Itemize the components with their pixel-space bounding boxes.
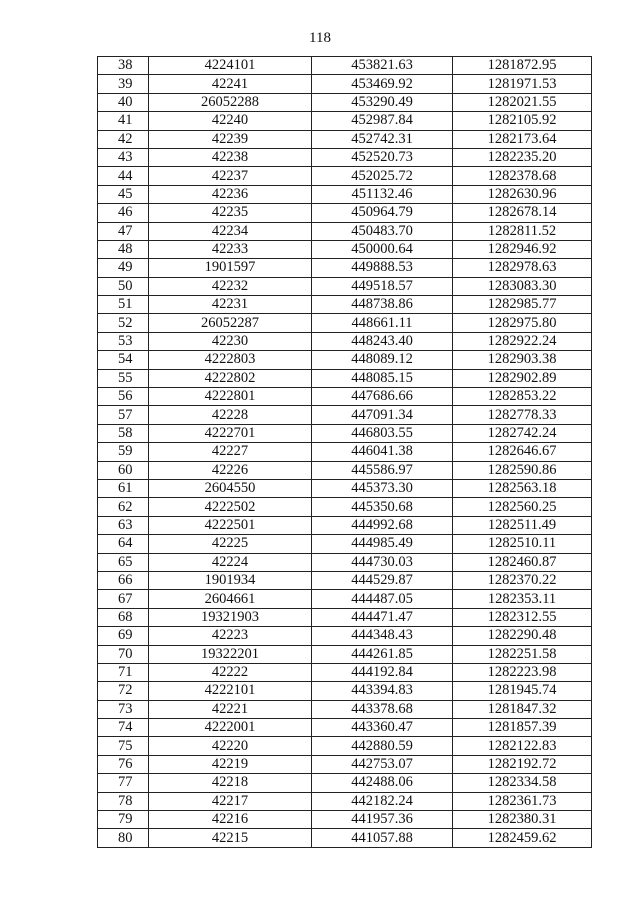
row-number-cell: 70 [98, 645, 149, 663]
point-id-cell: 42239 [149, 130, 312, 148]
x-coordinate-cell: 453290.49 [312, 93, 453, 111]
table-row [98, 369, 592, 387]
y-coordinate-cell: 1282742.24 [453, 424, 592, 442]
point-id-cell: 42224 [149, 553, 312, 571]
x-coordinate-cell: 443378.68 [312, 700, 453, 718]
point-id-cell: 42216 [149, 811, 312, 829]
x-coordinate-cell: 447686.66 [312, 388, 453, 406]
row-number-cell: 61 [98, 479, 149, 497]
y-coordinate-cell: 1282853.22 [453, 388, 592, 406]
y-coordinate-cell: 1282646.67 [453, 443, 592, 461]
y-coordinate-cell: 1283083.30 [453, 277, 592, 295]
y-coordinate-cell: 1282105.92 [453, 112, 592, 130]
x-coordinate-cell: 442182.24 [312, 792, 453, 810]
point-id-cell: 4222801 [149, 388, 312, 406]
page-number: 118 [309, 30, 331, 46]
point-id-cell: 42215 [149, 829, 312, 847]
row-number-cell: 48 [98, 240, 149, 258]
x-coordinate-cell: 450483.70 [312, 222, 453, 240]
y-coordinate-cell: 1282630.96 [453, 185, 592, 203]
y-coordinate-cell: 1282460.87 [453, 553, 592, 571]
x-coordinate-cell: 449888.53 [312, 259, 453, 277]
table-row [98, 443, 592, 461]
table-row [98, 829, 592, 847]
point-id-cell: 42233 [149, 240, 312, 258]
row-number-cell: 66 [98, 571, 149, 589]
row-number-cell: 45 [98, 185, 149, 203]
table-row [98, 590, 592, 608]
y-coordinate-cell: 1282946.92 [453, 240, 592, 258]
x-coordinate-cell: 450000.64 [312, 240, 453, 258]
x-coordinate-cell: 447091.34 [312, 406, 453, 424]
y-coordinate-cell: 1282192.72 [453, 755, 592, 773]
table-row [98, 296, 592, 314]
x-coordinate-cell: 444487.05 [312, 590, 453, 608]
y-coordinate-cell: 1282334.58 [453, 774, 592, 792]
x-coordinate-cell: 444192.84 [312, 663, 453, 681]
row-number-cell: 46 [98, 204, 149, 222]
y-coordinate-cell: 1282511.49 [453, 516, 592, 534]
row-number-cell: 69 [98, 627, 149, 645]
y-coordinate-cell: 1282678.14 [453, 204, 592, 222]
y-coordinate-cell: 1282370.22 [453, 571, 592, 589]
point-id-cell: 19321903 [149, 608, 312, 626]
x-coordinate-cell: 453469.92 [312, 75, 453, 93]
row-number-cell: 75 [98, 737, 149, 755]
row-number-cell: 54 [98, 351, 149, 369]
table-row [98, 57, 592, 75]
row-number-cell: 59 [98, 443, 149, 461]
y-coordinate-cell: 1282978.63 [453, 259, 592, 277]
row-number-cell: 42 [98, 130, 149, 148]
table-row [98, 204, 592, 222]
y-coordinate-cell: 1282985.77 [453, 296, 592, 314]
row-number-cell: 80 [98, 829, 149, 847]
point-id-cell: 42225 [149, 535, 312, 553]
row-number-cell: 39 [98, 75, 149, 93]
y-coordinate-cell: 1281971.53 [453, 75, 592, 93]
y-coordinate-cell: 1282380.31 [453, 811, 592, 829]
table-row [98, 535, 592, 553]
point-id-cell: 42220 [149, 737, 312, 755]
point-id-cell: 42230 [149, 332, 312, 350]
point-id-cell: 2604661 [149, 590, 312, 608]
row-number-cell: 40 [98, 93, 149, 111]
row-number-cell: 51 [98, 296, 149, 314]
point-id-cell: 4222001 [149, 719, 312, 737]
row-number-cell: 49 [98, 259, 149, 277]
row-number-cell: 79 [98, 811, 149, 829]
table-row [98, 553, 592, 571]
table-row [98, 240, 592, 258]
x-coordinate-cell: 442753.07 [312, 755, 453, 773]
x-coordinate-cell: 444730.03 [312, 553, 453, 571]
row-number-cell: 76 [98, 755, 149, 773]
table-row [98, 222, 592, 240]
row-number-cell: 41 [98, 112, 149, 130]
table-row [98, 498, 592, 516]
y-coordinate-cell: 1282021.55 [453, 93, 592, 111]
x-coordinate-cell: 448243.40 [312, 332, 453, 350]
table-row [98, 479, 592, 497]
point-id-cell: 42241 [149, 75, 312, 93]
point-id-cell: 42236 [149, 185, 312, 203]
y-coordinate-cell: 1282122.83 [453, 737, 592, 755]
x-coordinate-cell: 444348.43 [312, 627, 453, 645]
y-coordinate-cell: 1282312.55 [453, 608, 592, 626]
y-coordinate-cell: 1282590.86 [453, 461, 592, 479]
y-coordinate-cell: 1282235.20 [453, 148, 592, 166]
y-coordinate-cell: 1282902.89 [453, 369, 592, 387]
x-coordinate-cell: 451132.46 [312, 185, 453, 203]
point-id-cell: 42234 [149, 222, 312, 240]
row-number-cell: 77 [98, 774, 149, 792]
row-number-cell: 56 [98, 388, 149, 406]
x-coordinate-cell: 452520.73 [312, 148, 453, 166]
point-id-cell: 42223 [149, 627, 312, 645]
point-id-cell: 42227 [149, 443, 312, 461]
y-coordinate-cell: 1282290.48 [453, 627, 592, 645]
x-coordinate-cell: 448738.86 [312, 296, 453, 314]
y-coordinate-cell: 1282223.98 [453, 663, 592, 681]
table-row [98, 461, 592, 479]
row-number-cell: 47 [98, 222, 149, 240]
table-row [98, 167, 592, 185]
point-id-cell: 4224101 [149, 57, 312, 75]
x-coordinate-cell: 452987.84 [312, 112, 453, 130]
row-number-cell: 71 [98, 663, 149, 681]
x-coordinate-cell: 444261.85 [312, 645, 453, 663]
point-id-cell: 19322201 [149, 645, 312, 663]
row-number-cell: 73 [98, 700, 149, 718]
row-number-cell: 50 [98, 277, 149, 295]
point-id-cell: 42219 [149, 755, 312, 773]
table-row [98, 332, 592, 350]
x-coordinate-cell: 453821.63 [312, 57, 453, 75]
x-coordinate-cell: 444985.49 [312, 535, 453, 553]
row-number-cell: 65 [98, 553, 149, 571]
x-coordinate-cell: 442488.06 [312, 774, 453, 792]
y-coordinate-cell: 1282251.58 [453, 645, 592, 663]
table-row [98, 774, 592, 792]
table-row [98, 259, 592, 277]
y-coordinate-cell: 1282361.73 [453, 792, 592, 810]
point-id-cell: 42228 [149, 406, 312, 424]
point-id-cell: 42217 [149, 792, 312, 810]
table-row [98, 663, 592, 681]
x-coordinate-cell: 442880.59 [312, 737, 453, 755]
table-row [98, 682, 592, 700]
table-row [98, 627, 592, 645]
table-row [98, 130, 592, 148]
table-row [98, 608, 592, 626]
y-coordinate-cell: 1282459.62 [453, 829, 592, 847]
y-coordinate-cell: 1282173.64 [453, 130, 592, 148]
table-row [98, 148, 592, 166]
row-number-cell: 57 [98, 406, 149, 424]
row-number-cell: 43 [98, 148, 149, 166]
x-coordinate-cell: 441957.36 [312, 811, 453, 829]
y-coordinate-cell: 1282811.52 [453, 222, 592, 240]
x-coordinate-cell: 452025.72 [312, 167, 453, 185]
x-coordinate-cell: 445586.97 [312, 461, 453, 479]
table-row [98, 314, 592, 332]
x-coordinate-cell: 450964.79 [312, 204, 453, 222]
row-number-cell: 58 [98, 424, 149, 442]
table-row [98, 737, 592, 755]
point-id-cell: 42237 [149, 167, 312, 185]
point-id-cell: 42222 [149, 663, 312, 681]
x-coordinate-cell: 443360.47 [312, 719, 453, 737]
y-coordinate-cell: 1282510.11 [453, 535, 592, 553]
table-row [98, 811, 592, 829]
row-number-cell: 63 [98, 516, 149, 534]
table-row [98, 719, 592, 737]
x-coordinate-cell: 448661.11 [312, 314, 453, 332]
row-number-cell: 53 [98, 332, 149, 350]
table-row [98, 571, 592, 589]
x-coordinate-cell: 444529.87 [312, 571, 453, 589]
point-id-cell: 26052288 [149, 93, 312, 111]
table-row [98, 112, 592, 130]
point-id-cell: 42235 [149, 204, 312, 222]
table-row [98, 93, 592, 111]
x-coordinate-cell: 448089.12 [312, 351, 453, 369]
point-id-cell: 42238 [149, 148, 312, 166]
row-number-cell: 72 [98, 682, 149, 700]
y-coordinate-cell: 1282778.33 [453, 406, 592, 424]
point-id-cell: 4222701 [149, 424, 312, 442]
point-id-cell: 26052287 [149, 314, 312, 332]
y-coordinate-cell: 1282922.24 [453, 332, 592, 350]
table-row [98, 792, 592, 810]
point-id-cell: 42226 [149, 461, 312, 479]
point-id-cell: 42218 [149, 774, 312, 792]
x-coordinate-cell: 444471.47 [312, 608, 453, 626]
point-id-cell: 42221 [149, 700, 312, 718]
table-row [98, 277, 592, 295]
row-number-cell: 74 [98, 719, 149, 737]
y-coordinate-cell: 1282353.11 [453, 590, 592, 608]
point-id-cell: 2604550 [149, 479, 312, 497]
row-number-cell: 64 [98, 535, 149, 553]
x-coordinate-cell: 448085.15 [312, 369, 453, 387]
y-coordinate-cell: 1281857.39 [453, 719, 592, 737]
x-coordinate-cell: 446041.38 [312, 443, 453, 461]
table-row [98, 351, 592, 369]
y-coordinate-cell: 1282903.38 [453, 351, 592, 369]
row-number-cell: 38 [98, 57, 149, 75]
coordinates-table-body [98, 57, 592, 848]
point-id-cell: 4222802 [149, 369, 312, 387]
row-number-cell: 55 [98, 369, 149, 387]
y-coordinate-cell: 1282378.68 [453, 167, 592, 185]
point-id-cell: 1901597 [149, 259, 312, 277]
point-id-cell: 4222502 [149, 498, 312, 516]
row-number-cell: 67 [98, 590, 149, 608]
row-number-cell: 52 [98, 314, 149, 332]
x-coordinate-cell: 449518.57 [312, 277, 453, 295]
x-coordinate-cell: 444992.68 [312, 516, 453, 534]
y-coordinate-cell: 1281945.74 [453, 682, 592, 700]
table-row [98, 75, 592, 93]
row-number-cell: 68 [98, 608, 149, 626]
table-row [98, 424, 592, 442]
point-id-cell: 42240 [149, 112, 312, 130]
x-coordinate-cell: 445373.30 [312, 479, 453, 497]
table-row [98, 185, 592, 203]
row-number-cell: 44 [98, 167, 149, 185]
table-row [98, 645, 592, 663]
x-coordinate-cell: 445350.68 [312, 498, 453, 516]
table-row [98, 516, 592, 534]
y-coordinate-cell: 1281872.95 [453, 57, 592, 75]
x-coordinate-cell: 441057.88 [312, 829, 453, 847]
point-id-cell: 1901934 [149, 571, 312, 589]
coordinates-table [97, 56, 592, 848]
y-coordinate-cell: 1281847.32 [453, 700, 592, 718]
row-number-cell: 62 [98, 498, 149, 516]
point-id-cell: 4222803 [149, 351, 312, 369]
point-id-cell: 4222501 [149, 516, 312, 534]
row-number-cell: 78 [98, 792, 149, 810]
x-coordinate-cell: 443394.83 [312, 682, 453, 700]
table-row [98, 700, 592, 718]
table-row [98, 755, 592, 773]
x-coordinate-cell: 452742.31 [312, 130, 453, 148]
point-id-cell: 4222101 [149, 682, 312, 700]
point-id-cell: 42232 [149, 277, 312, 295]
point-id-cell: 42231 [149, 296, 312, 314]
y-coordinate-cell: 1282560.25 [453, 498, 592, 516]
row-number-cell: 60 [98, 461, 149, 479]
table-row [98, 406, 592, 424]
y-coordinate-cell: 1282563.18 [453, 479, 592, 497]
y-coordinate-cell: 1282975.80 [453, 314, 592, 332]
x-coordinate-cell: 446803.55 [312, 424, 453, 442]
table-row [98, 388, 592, 406]
